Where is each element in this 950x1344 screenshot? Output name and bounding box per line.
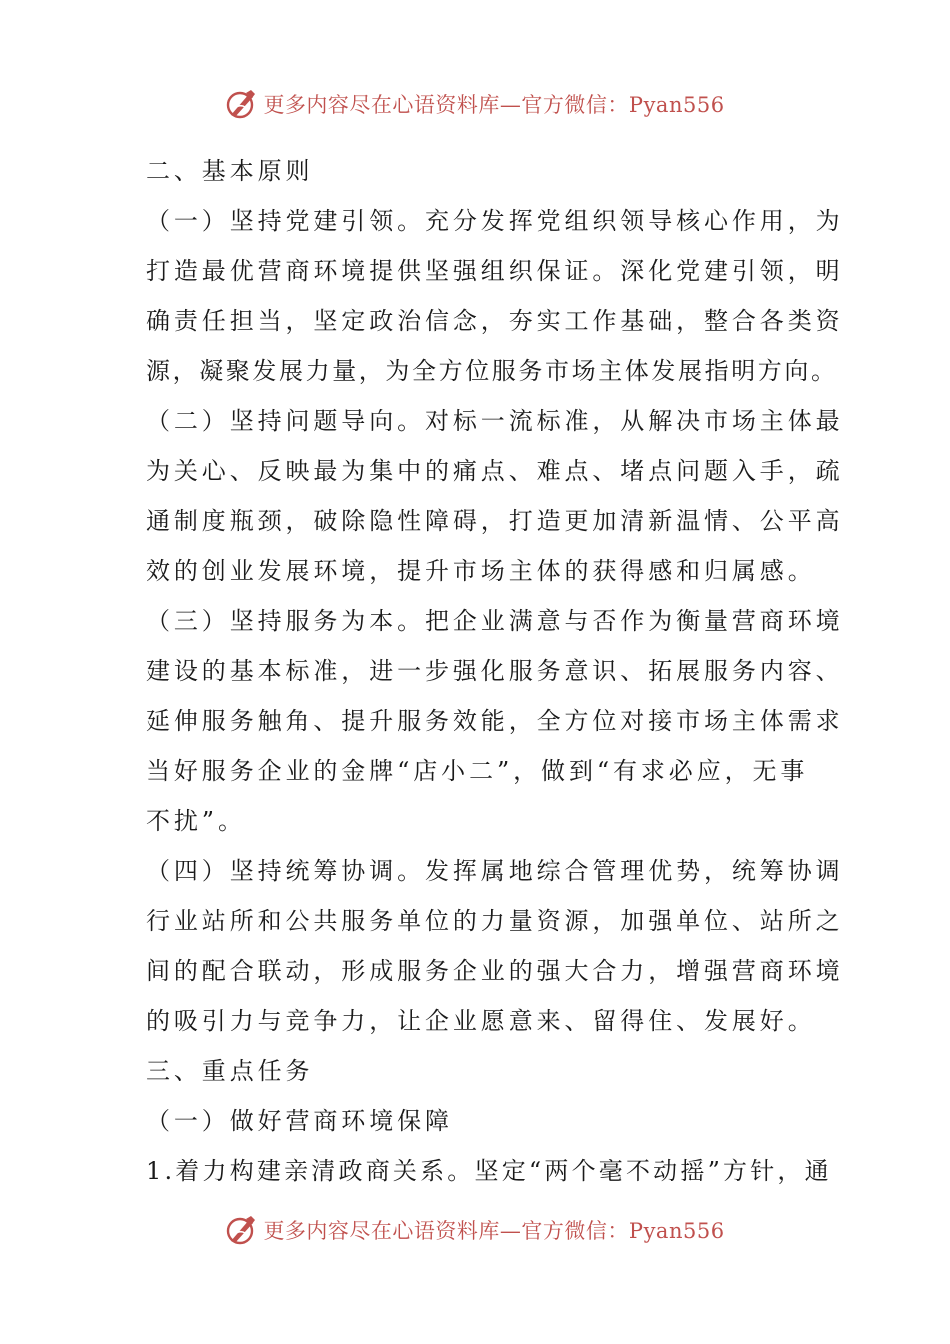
section-heading: 二、基本原则 bbox=[146, 157, 314, 185]
paragraph-line: 源，凝聚发展力量，为全方位服务市场主体发展指明方向。 bbox=[146, 357, 838, 385]
paragraph-line: 的吸引力与竞争力，让企业愿意来、留得住、发展好。 bbox=[146, 1007, 816, 1035]
paragraph-line: 间的配合联动，形成服务企业的强大合力，增强营商环境 bbox=[146, 957, 844, 985]
paragraph-line: 效的创业发展环境，提升市场主体的获得感和归属感。 bbox=[146, 557, 816, 585]
section-heading: 三、重点任务 bbox=[146, 1057, 314, 1085]
footer-watermark bbox=[0, 1210, 950, 1250]
paragraph-line: 延伸服务触角、提升服务效能，全方位对接市场主体需求 bbox=[146, 707, 844, 735]
paragraph-line: （三）坚持服务为本。把企业满意与否作为衡量营商环境 bbox=[146, 607, 844, 635]
pen-seal-logo-icon bbox=[225, 88, 257, 120]
subsection-heading: （一）做好营商环境保障 bbox=[146, 1107, 453, 1135]
watermark-text: 更多内容尽在心语资料库—官方微信：Pyan556 bbox=[263, 93, 725, 117]
paragraph-line: 1.着力构建亲清政商关系。坚定“两个毫不动摇”方针，通 bbox=[146, 1157, 832, 1185]
header-watermark bbox=[0, 84, 950, 124]
document-body bbox=[146, 146, 844, 1196]
paragraph-line: （一）坚持党建引领。充分发挥党组织领导核心作用，为 bbox=[146, 207, 844, 235]
paragraph-line: 建设的基本标准，进一步强化服务意识、拓展服务内容、 bbox=[146, 657, 844, 685]
watermark-text: 更多内容尽在心语资料库—官方微信：Pyan556 bbox=[263, 1219, 725, 1243]
pen-seal-logo-icon bbox=[225, 1214, 257, 1246]
paragraph-line: 确责任担当，坚定政治信念，夯实工作基础，整合各类资 bbox=[146, 307, 844, 335]
paragraph-line: （二）坚持问题导向。对标一流标准，从解决市场主体最 bbox=[146, 407, 844, 435]
paragraph-line: 行业站所和公共服务单位的力量资源，加强单位、站所之 bbox=[146, 907, 844, 935]
paragraph-line: 不扰”。 bbox=[146, 807, 246, 835]
paragraph-line: 通制度瓶颈，破除隐性障碍，打造更加清新温情、公平高 bbox=[146, 507, 844, 535]
paragraph-line: 打造最优营商环境提供坚强组织保证。深化党建引领，明 bbox=[146, 257, 844, 285]
paragraph-line: （四）坚持统筹协调。发挥属地综合管理优势，统筹协调 bbox=[146, 857, 844, 885]
paragraph-line: 当好服务企业的金牌“店小二”，做到“有求必应，无事 bbox=[146, 757, 809, 785]
paragraph-line: 为关心、反映最为集中的痛点、难点、堵点问题入手，疏 bbox=[146, 457, 844, 485]
